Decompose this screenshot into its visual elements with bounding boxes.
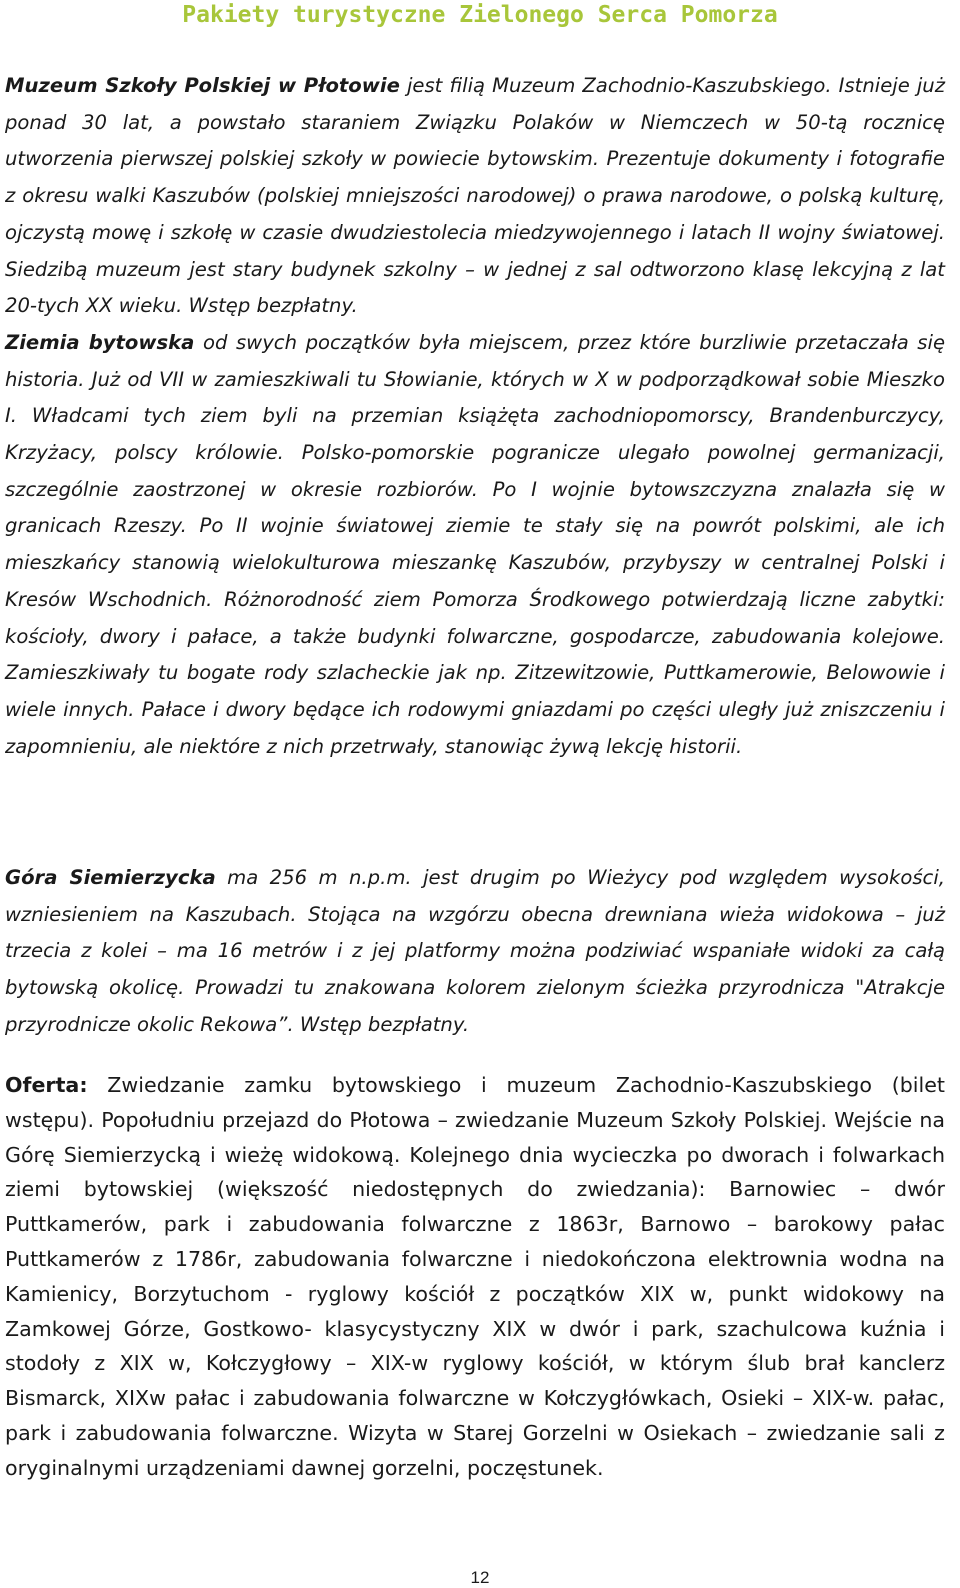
offer-section [5,1068,945,1486]
museum-paragraph [5,68,945,325]
museum-section [5,68,945,765]
hill-name: Góra Siemierzycka [5,866,216,889]
region-name: Ziemia bytowska [5,330,195,354]
hill-paragraph [5,860,945,1044]
museum-text: jest filią Muzeum Zachodnio-Kaszubskiego. Istnieje już ponad 30 lat, a powstało staraniem Związku Polaków w Niemczech w 50-tą rocznicę utworzenia pierwszej polskiej szkoły w powiecie bytowskim. Prezentuje dokumenty i fotografie z okresu walki Kaszubów (polskiej mniejszości narodowej) o prawa narodowe, o polską kulturę, ojczystą mowę i szkołę w czasie dwudziestolecia miedzywojennego i latach II wojny światowej. Siedzibą muzeum jest stary budynek szkolny – w jednej z sal odtworzono klasę lekcyjną z lat 20-tych XX wieku. Wstęp bezpłatny. [5,74,945,318]
hill-text: ma 256 m n.p.m. jest drugim po Wieżycy pod względem wysokości, wzniesieniem na Kaszubach. Stojąca na wzgórzu obecna drewniana wieża widokowa – już trzecia z kolei – ma 16 metrów i z jej platformy można podziwiać wspaniałe widoki za całą bytowską okolicę. Prowadzi tu znakowana kolorem zielonym ścieżka przyrodnicza "Atrakcje przyrodnicze okolic Rekowa”. Wstęp bezpłatny. [5,866,945,1036]
offer-text: Zwiedzanie zamku bytowskiego i muzeum Zachodnio-Kaszubskiego (bilet wstępu). Popołudniu przejazd do Płotowa – zwiedzanie Muzeum Szkoły Polskiej. Wejście na Górę Siemierzycką i wieżę widokową. Kolejnego dnia wycieczka po dworach i folwarkach ziemi bytowskiej (większość niedostępnych do zwiedzania): Barnowiec – dwór Puttkamerów, park i zabudowania folwarczne z 1863r, Barnowo – barokowy pałac Puttkamerów z 1786r, zabudowania folwarczne i niedokończona elektrownia wodna na Kamienicy, Borzytuchom - ryglowy kościół z początków XIX w, punkt widokowy na Zamkowej Górze, Gostkowo- klasycystyczny XIX w dwór i park, szachulcowa kuźnia i stodoły z XIX w, Kołczygłowy – XIX-w ryglowy kościół, w którym ślub brał kanclerz Bismarck, XIXw pałac i zabudowania folwarczne w Kołczygłówkach, Osieki – XIX-w. pałac, park i zabudowania folwarczne. Wizyta w Starej Gorzelni w Osiekach – zwiedzanie sali z oryginalnymi urządzeniami dawnej gorzelni, poczęstunek. [5,1073,945,1480]
region-text: od swych początków była miejscem, przez które burzliwie przetaczała się historia. Już od VII w zamieszkiwali tu Słowianie, których w X w podporządkował sobie Mieszko I. Władcami tych ziem byli na przemian książęta zachodniopomorscy, Brandenburczycy, Krzyżacy, polscy królowie. Polsko-pomorskie pogranicze ulegało powolnej germanizacji, szczególnie zaostrzonej w okresie rozbiorów. Po I wojnie bytowszczyzna znalazła się w granicach Rzeszy. Po II wojnie światowej ziemie te stały się na powrót polskimi, ale ich mieszkańcy stanowią wielokulturowa mieszankę Kaszubów, przybyszy w centralnej Polski i Kresów Wschodnich. Różnorodność ziem Pomorza Środkowego potwierdzają liczne zabytki: kościoły, dwory i pałace, a także budynki folwarczne, gospodarcze, zabudowania kolejowe. Zamieszkiwały tu bogate rody szlacheckie jak np. Zitzewitzowie, Puttkamerowie, Belowowie i wiele innych. Pałace i dwory będące ich rodowymi gniazdami po części uległy już zniszczeniu i zapomnieniu, ale niektóre z nich przetrwały, stanowiąc żywą lekcję historii. [5,330,945,758]
page-header: Pakiety turystyczne Zielonego Serca Pomorza [182,2,778,28]
region-paragraph [5,325,945,765]
page-number: 12 [470,1568,490,1587]
hill-section [5,860,945,1044]
museum-name: Muzeum Szkoły Polskiej w Płotowie [5,74,400,97]
offer-paragraph [5,1068,945,1486]
offer-label: Oferta: [5,1073,88,1097]
